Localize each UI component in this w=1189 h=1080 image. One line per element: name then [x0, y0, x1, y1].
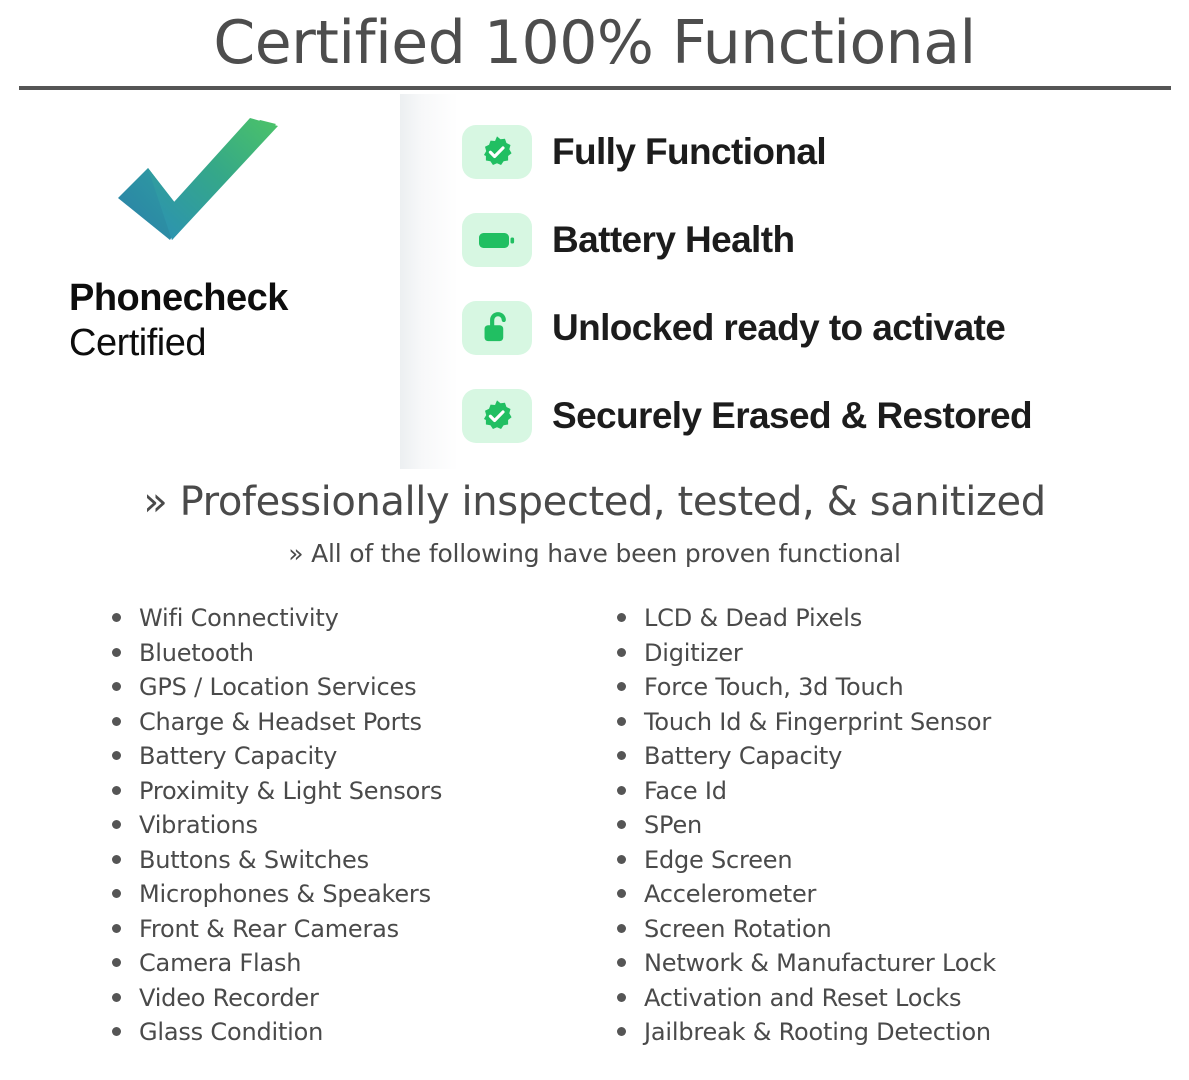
list-item: [617, 915, 1122, 950]
bullet-icon: [617, 751, 626, 760]
bullet-icon: [617, 924, 626, 933]
list-item: [617, 742, 1122, 777]
list-item-label: Charge & Headset Ports: [139, 707, 422, 736]
list-item: [112, 984, 617, 1019]
bullet-icon: [112, 993, 121, 1002]
list-item: [617, 708, 1122, 743]
tagline-primary: » Professionally inspected, tested, & sanitized: [143, 479, 1046, 525]
bullet-icon: [112, 751, 121, 760]
bullet-icon: [112, 924, 121, 933]
bullet-icon: [617, 958, 626, 967]
bullet-icon: [617, 1027, 626, 1036]
list-item: [112, 777, 617, 812]
bullet-icon: [112, 889, 121, 898]
battery-icon: [462, 213, 532, 267]
list-item-label: Vibrations: [139, 811, 258, 839]
brand-text: [69, 276, 331, 366]
bullet-icon: [617, 889, 626, 898]
list-item: [617, 639, 1122, 674]
checklist: [0, 604, 1189, 1053]
list-item-label: Force Touch, 3d Touch: [644, 673, 904, 701]
list-item-label: SPen: [644, 811, 703, 839]
list-item-label: Activation and Reset Locks: [644, 983, 962, 1012]
list-item-label: Battery Capacity: [139, 742, 338, 770]
badge-band: [0, 94, 1189, 469]
list-item-label: Video Recorder: [139, 983, 319, 1012]
checklist-column-left: [112, 604, 617, 1053]
brand-block: [0, 94, 400, 469]
list-item-label: Touch Id & Fingerprint Sensor: [644, 707, 992, 736]
list-item: [617, 846, 1122, 881]
list-item: [112, 1018, 617, 1053]
list-item-label: Buttons & Switches: [139, 845, 369, 874]
list-item: [112, 949, 617, 984]
list-item: [112, 811, 617, 846]
list-item: [112, 673, 617, 708]
bullet-icon: [112, 717, 121, 726]
checklist-column-right: [617, 604, 1122, 1053]
feature-label: Battery Health: [552, 219, 795, 260]
list-item: [617, 949, 1122, 984]
header-divider: [19, 86, 1171, 90]
list-item: [112, 639, 617, 674]
list-item: [112, 742, 617, 777]
page-title: Certified 100% Functional: [213, 8, 976, 78]
bullet-icon: [617, 648, 626, 657]
checkmark-logo-icon: [110, 112, 290, 262]
unlocked-padlock-icon: [462, 301, 532, 355]
list-item: [617, 984, 1122, 1019]
bullet-icon: [617, 786, 626, 795]
brand-qualifier: Certified: [69, 322, 206, 364]
list-item: [112, 708, 617, 743]
bullet-icon: [617, 993, 626, 1002]
verified-check-icon: [462, 389, 532, 443]
feature-row: [462, 372, 1189, 460]
feature-row: [462, 284, 1189, 372]
feature-label: Fully Functional: [552, 131, 827, 172]
list-item-label: Bluetooth: [139, 638, 254, 667]
verified-badge-icon: [462, 125, 532, 179]
feature-row: [462, 196, 1189, 284]
tagline-secondary: » All of the following have been proven functional: [288, 539, 901, 568]
bullet-icon: [617, 682, 626, 691]
list-item: [617, 604, 1122, 639]
bullet-icon: [617, 613, 626, 622]
list-item-label: Accelerometer: [644, 880, 817, 908]
list-item-label: Battery Capacity: [644, 742, 843, 770]
list-item-label: Front & Rear Cameras: [139, 914, 399, 943]
bullet-icon: [112, 682, 121, 691]
feature-label: Unlocked ready to activate: [552, 307, 1006, 348]
list-item-label: GPS / Location Services: [139, 673, 417, 701]
bullet-icon: [112, 1027, 121, 1036]
list-item-label: Proximity & Light Sensors: [139, 776, 443, 805]
list-item: [617, 880, 1122, 915]
bullet-icon: [617, 855, 626, 864]
feature-row: [462, 108, 1189, 196]
list-item-label: Wifi Connectivity: [139, 604, 339, 632]
list-item-label: Jailbreak & Rooting Detection: [644, 1018, 991, 1046]
bullet-icon: [617, 717, 626, 726]
list-item-label: Screen Rotation: [644, 914, 832, 943]
bullet-icon: [112, 786, 121, 795]
list-item: [112, 880, 617, 915]
list-item-label: Glass Condition: [139, 1018, 324, 1046]
list-item-label: Network & Manufacturer Lock: [644, 949, 996, 977]
list-item: [617, 673, 1122, 708]
list-item: [112, 604, 617, 639]
list-item: [617, 777, 1122, 812]
bullet-icon: [112, 613, 121, 622]
brand-name: Phonecheck: [69, 277, 288, 319]
bullet-icon: [112, 855, 121, 864]
list-item-label: Digitizer: [644, 638, 743, 667]
header: [0, 0, 1189, 90]
bullet-icon: [617, 820, 626, 829]
list-item-label: Edge Screen: [644, 845, 793, 874]
list-item-label: Camera Flash: [139, 949, 302, 977]
list-item-label: Face Id: [644, 776, 727, 805]
bullet-icon: [112, 648, 121, 657]
bullet-icon: [112, 958, 121, 967]
list-item: [112, 915, 617, 950]
list-item: [617, 811, 1122, 846]
list-item-label: Microphones & Speakers: [139, 880, 431, 908]
bullet-icon: [112, 820, 121, 829]
list-item: [112, 846, 617, 881]
feature-label: Securely Erased & Restored: [552, 395, 1033, 436]
list-item-label: LCD & Dead Pixels: [644, 604, 863, 632]
feature-list: [400, 94, 1189, 469]
list-item: [617, 1018, 1122, 1053]
